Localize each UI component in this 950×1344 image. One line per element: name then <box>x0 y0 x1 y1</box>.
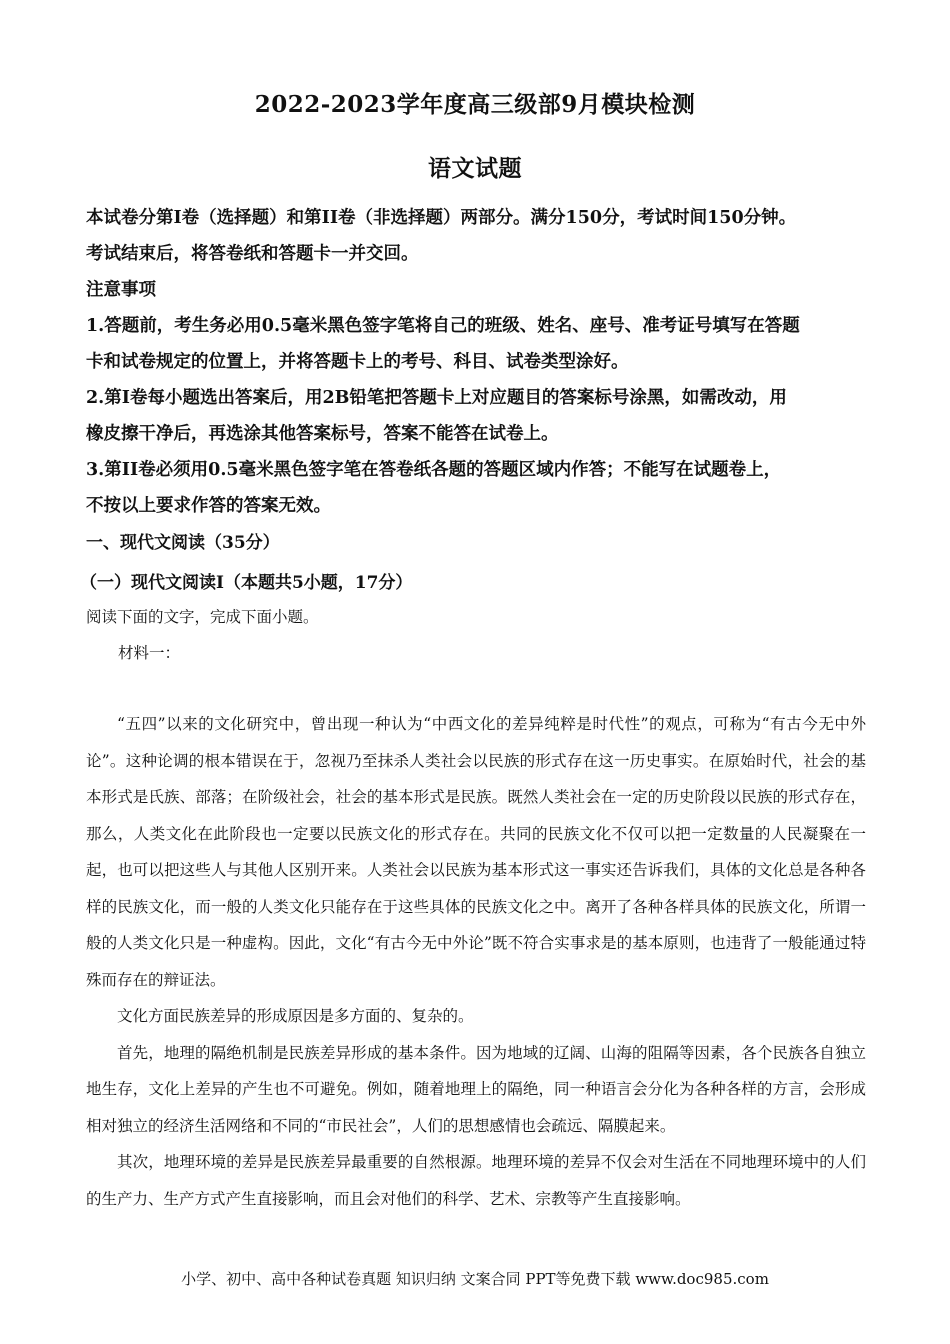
intro-line: 考试结束后，将答卷纸和答题卡一并交回。 <box>86 244 419 264</box>
note-line: 橡皮擦干净后，再选涂其他答案标号，答案不能答在试卷上。 <box>86 424 559 444</box>
passage-paragraph: 文化方面民族差异的形成原因是多方面的、复杂的。 <box>117 1007 474 1025</box>
material-label: 材料一： <box>118 644 181 662</box>
note-line: 1.答题前，考生务必用0.5毫米黑色签字笔将自己的班级、姓名、座号、准考证号填写在答题 <box>86 316 800 336</box>
footer-watermark: 小学、初中、高中各种试卷真题 知识归纳 文案合同 PPT等免费下载 www.doc985.com <box>181 1270 769 1288</box>
subject-title: 语文试题 <box>428 155 522 182</box>
notes-heading: 注意事项 <box>86 280 156 300</box>
reading-passage <box>86 706 866 1217</box>
passage-paragraph: 首先，地理的隔绝机制是民族差异形成的基本条件。因为地域的辽阔、山海的阻隔等因素，各个民族各自独立地生存，文化上差异的产生也不可避免。例如，随着地理上的隔绝，同一种语言会分化为各种各样的方言，会形成相对独立的经济生活网络和不同的“市民社会”，人们的思想感情也会疏远、隔膜起来。 <box>86 1043 866 1135</box>
note-line: 不按以上要求作答的答案无效。 <box>86 496 331 516</box>
subsection-heading: （一）现代文阅读Ⅰ（本题共5小题，17分） <box>80 573 413 593</box>
note-line: 3.第II卷必须用0.5毫米黑色签字笔在答卷纸各题的答题区域内作答；不能写在试题卷上， <box>86 460 782 480</box>
exam-intro <box>86 200 876 524</box>
note-line: 2.第Ⅰ卷每小题选出答案后，用2B铅笔把答题卡上对应题目的答案标号涂黑，如需改动，用 <box>86 388 787 408</box>
passage-paragraph: 其次，地理环境的差异是民族差异最重要的自然根源。地理环境的差异不仅会对生活在不同地理环境中的人们的生产力、生产方式产生直接影响，而且会对他们的科学、艺术、宗教等产生直接影响。 <box>86 1153 866 1208</box>
passage-paragraph: “五四”以来的文化研究中，曾出现一种认为“中西文化的差异纯粹是时代性”的观点，可称为“有古今无中外论”。这种论调的根本错误在于，忽视乃至抹杀人类社会以民族的形式存在这一历史事实。在原始时代，社会的基本形式是氏族、部落；在阶级社会，社会的基本形式是民族。既然人类社会在一定的历史阶段以民族的形式存在，那么，人类文化在此阶段也一定要以民族文化的形式存在。共同的民族文化不仅可以把一定数量的人民凝聚在一起，也可以把这些人与其他人区别开来。人类社会以民族为基本形式这一事实还告诉我们，具体的文化总是各种各样的民族文化，而一般的人类文化只能存在于这些具体的民族文化之中。离开了各种各样具体的民族文化，所谓一般的人类文化只是一种虚构。因此，文化“有古今无中外论”既不符合实事求是的基本原则，也违背了一般能通过特殊而存在的辩证法。 <box>86 715 866 989</box>
intro-line: 本试卷分第Ⅰ卷（选择题）和第II卷（非选择题）两部分。满分150分，考试时间150分钟。 <box>86 208 797 228</box>
reading-instruction: 阅读下面的文字，完成下面小题。 <box>86 608 319 626</box>
section-heading: 一、现代文阅读（35分） <box>86 533 280 553</box>
exam-title: 2022-2023学年度高三级部9月模块检测 <box>254 91 696 118</box>
note-line: 卡和试卷规定的位置上，并将答题卡上的考号、科目、试卷类型涂好。 <box>86 352 629 372</box>
